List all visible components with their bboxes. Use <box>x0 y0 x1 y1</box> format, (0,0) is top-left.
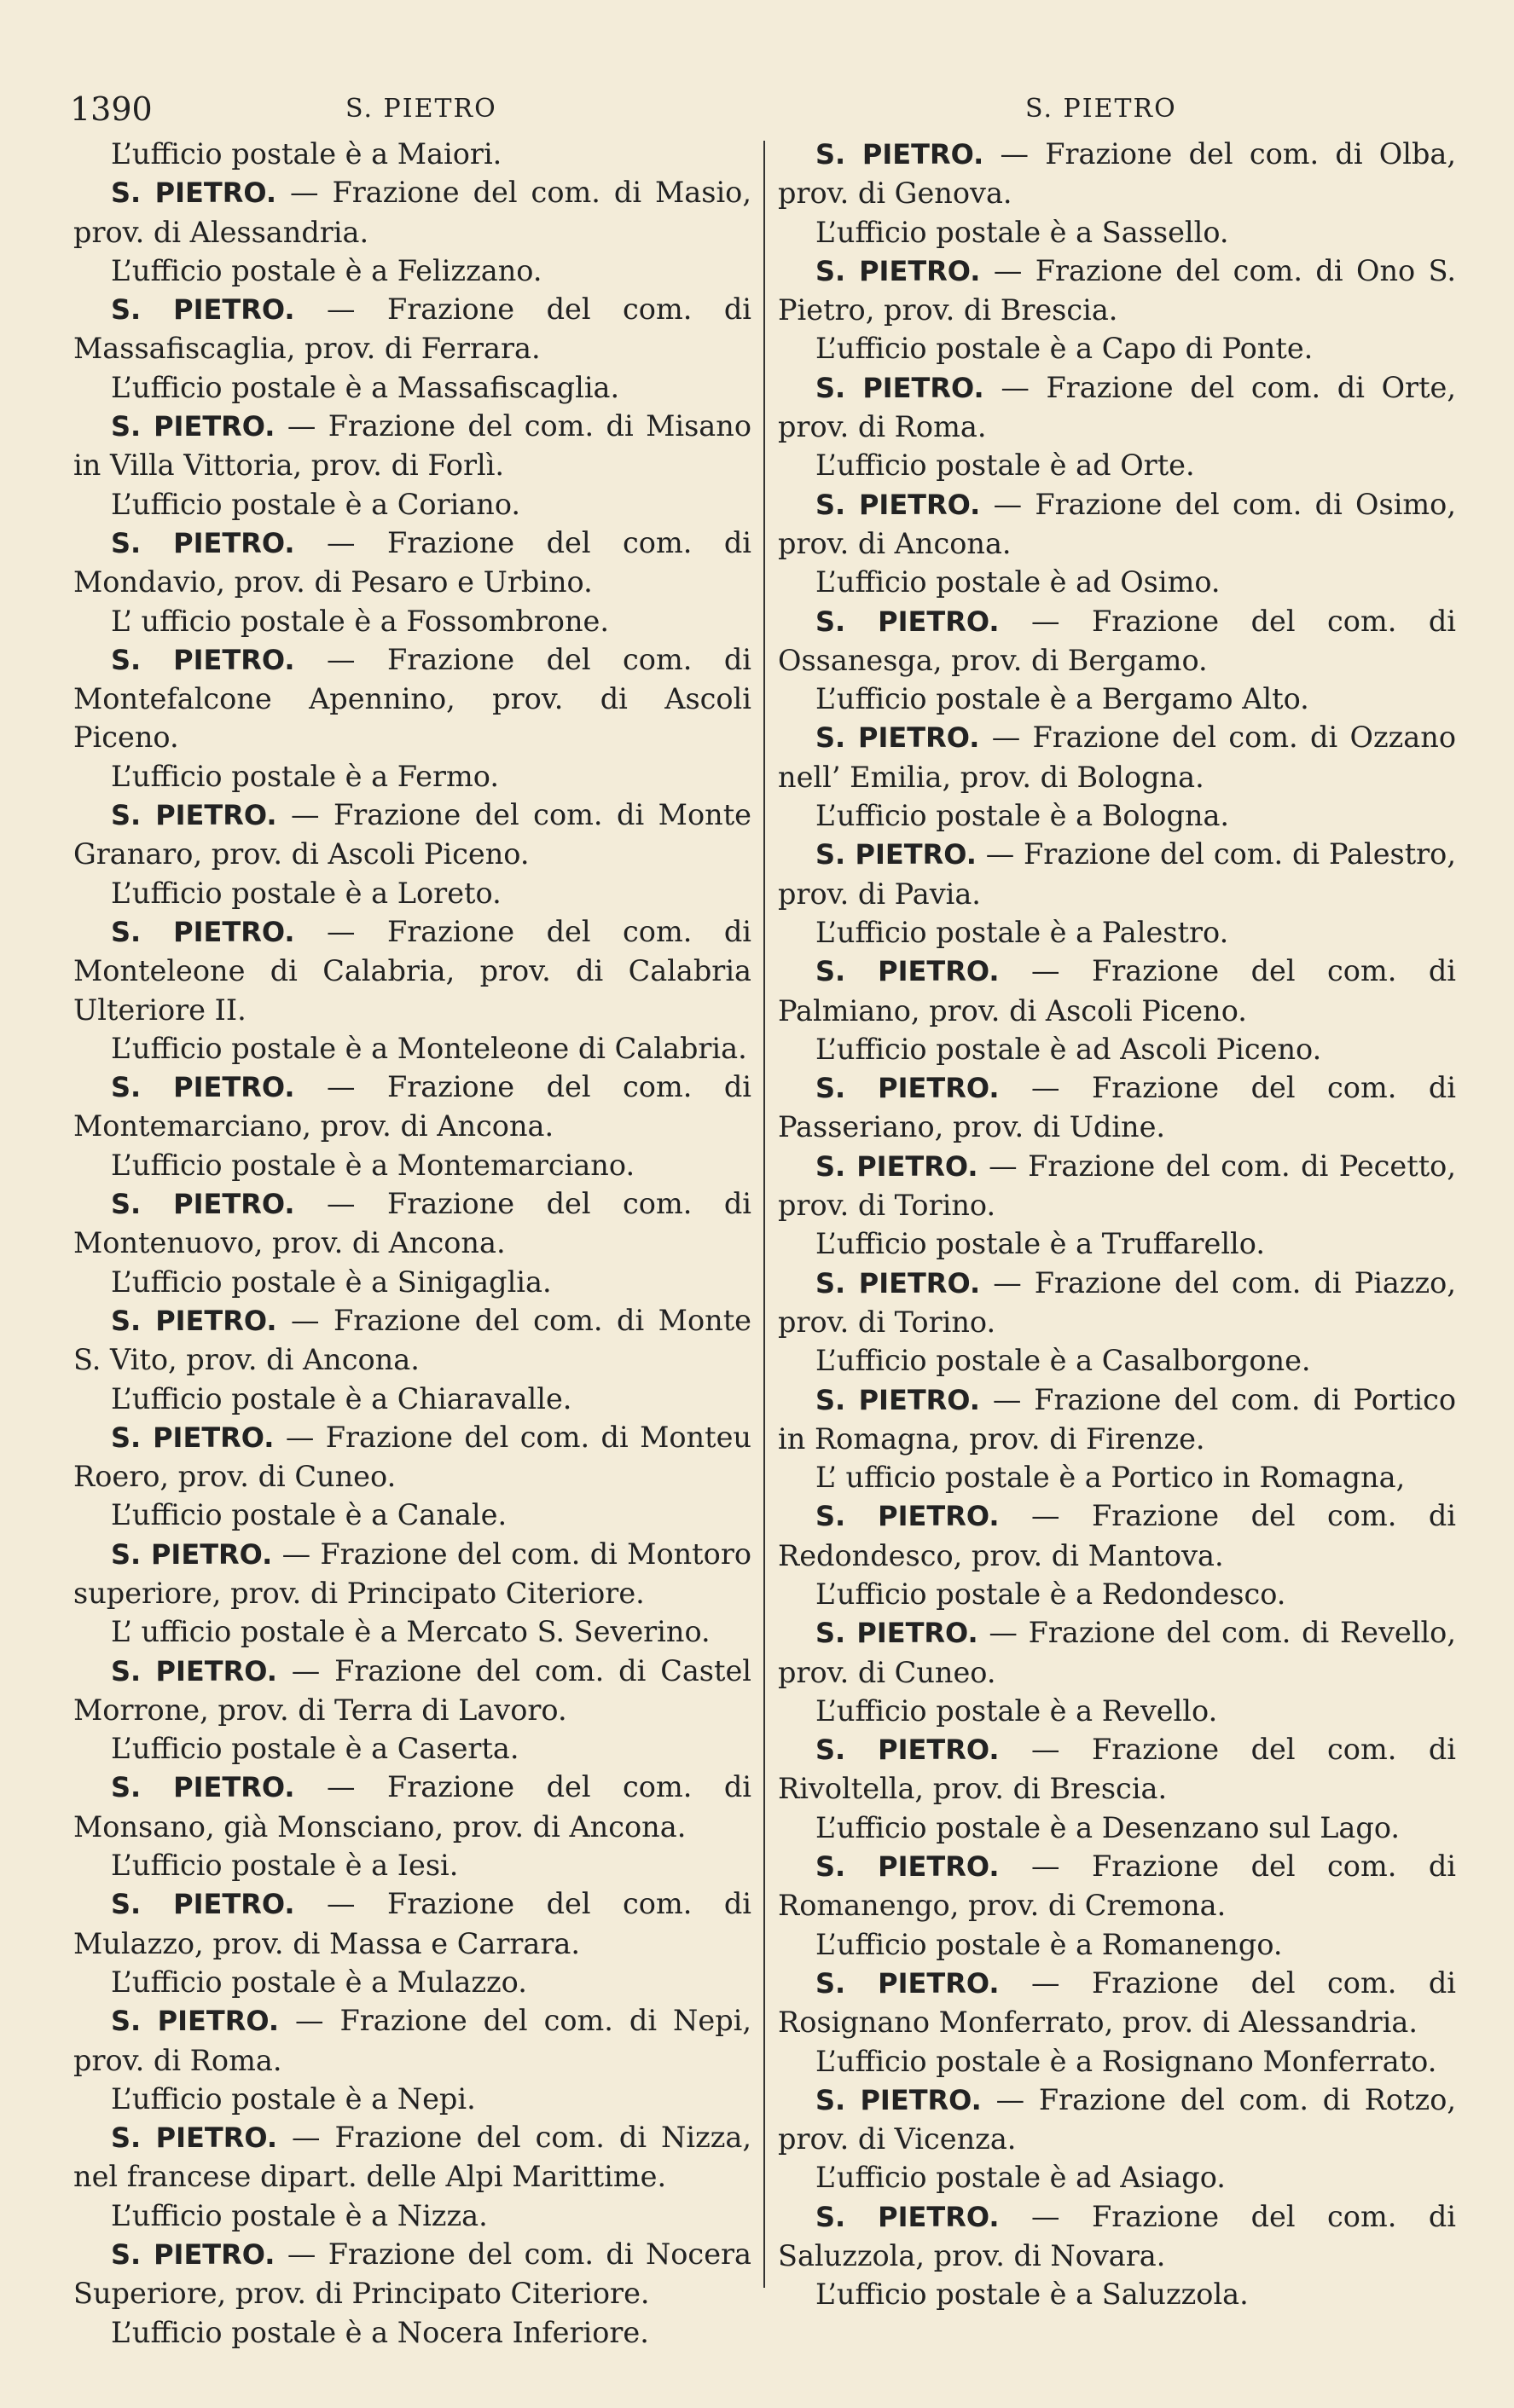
entry-post-office: L’ufficio postale è a Sassello. <box>815 215 1229 249</box>
entry-headword: S. PIETRO. <box>111 1071 295 1104</box>
entry-description: — Frazione del com. di Rotzo, prov. di Vicenza. <box>778 2082 1457 2156</box>
entry-description: — Frazione del com. di Ossanesga, prov. di Bergamo. <box>778 604 1457 677</box>
entry-headword: S. PIETRO. <box>111 1537 273 1571</box>
entry-post-office: L’ufficio postale è a Rosignano Monferrato. <box>815 2044 1437 2078</box>
entry-text <box>778 1496 1456 1575</box>
entry-post-office: L’ufficio postale è a Bologna. <box>815 799 1230 833</box>
entry-post-office: L’ufficio postale è a Coriano. <box>111 487 521 521</box>
entry-text <box>778 835 1456 913</box>
entry-text <box>73 640 751 757</box>
entry-headword: S. PIETRO. <box>111 2238 276 2272</box>
entry-post-office: L’ufficio postale è ad Osimo. <box>815 565 1221 599</box>
entry-text <box>73 912 751 1029</box>
entry-post-office: L’ufficio postale è a Sinigaglia. <box>111 1265 552 1299</box>
entry-description: — Frazione del com. di Palmiano, prov. di Ascoli Piceno. <box>778 954 1457 1027</box>
entry-description: — Frazione del com. di Nocera Superiore, prov. di Principato Citeriore. <box>73 2237 752 2311</box>
entry-description: — Frazione del com. di Ozzano nell’ Emilia, prov. di Bologna. <box>778 721 1457 794</box>
entry-post-office: L’ ufficio postale è a Mercato S. Severino. <box>111 1615 711 1649</box>
gazetteer-entry <box>73 524 751 640</box>
lead-line: L’ufficio postale è a Maiori. <box>111 137 502 171</box>
entry-headword: S. PIETRO. <box>111 1654 277 1687</box>
entry-description: — Frazione del com. di Passeriano, prov. di Udine. <box>778 1071 1457 1144</box>
entry-headword: S. PIETRO. <box>815 1617 978 1650</box>
entry-text <box>73 1535 751 1613</box>
gazetteer-entry <box>778 1147 1456 1264</box>
entry-text <box>73 2001 751 2080</box>
entry-description: — Frazione del com. di Monte S. Vito, prov. di Ancona. <box>73 1303 752 1377</box>
entry-post-office: L’ufficio postale è a Palestro. <box>815 915 1229 949</box>
running-head-left: S. PIETRO <box>345 94 497 124</box>
entry-post-office: L’ufficio postale è a Caserta. <box>111 1732 519 1766</box>
entry-headword: S. PIETRO. <box>815 721 980 755</box>
entry-description: — Frazione del com. di Portico in Romagna, prov. di Firenze. <box>778 1382 1456 1456</box>
entry-description: — Frazione del com. di Revello, prov. di Cuneo. <box>778 1616 1456 1689</box>
gazetteer-entry <box>778 1613 1456 1730</box>
gazetteer-entry <box>778 835 1456 952</box>
entry-post-office: L’ufficio postale è a Montemarciano. <box>111 1148 635 1182</box>
entry-headword: S. PIETRO. <box>815 1383 980 1416</box>
entry-description: — Frazione del com. di Mondavio, prov. di Pesaro e Urbino. <box>73 525 752 599</box>
gazetteer-entry <box>778 2081 1456 2197</box>
entry-text <box>778 1068 1456 1147</box>
entry-description: — Frazione del com. di Romanengo, prov. di Cremona. <box>778 1849 1457 1923</box>
gazetteer-entry <box>778 1964 1456 2081</box>
page-number: 1390 <box>70 90 153 128</box>
entry-description: — Frazione del com. di Montefalcone Apennino, prov. di Ascoli Piceno. <box>73 642 752 755</box>
entry-text <box>778 1264 1456 1342</box>
entry-headword: S. PIETRO. <box>815 138 984 171</box>
entry-headword: S. PIETRO. <box>815 488 981 521</box>
entry-text <box>73 524 751 602</box>
entry-headword: S. PIETRO. <box>111 526 295 559</box>
entry-text <box>778 485 1456 564</box>
entry-headword: S. PIETRO. <box>815 1500 1000 1533</box>
entry-headword: S. PIETRO. <box>111 1188 295 1221</box>
entry-description: — Frazione del com. di Monteleone di Calabria, prov. di Calabria Ulteriore II. <box>73 914 752 1027</box>
gazetteer-entry <box>778 1381 1456 1497</box>
entry-headword: S. PIETRO. <box>815 1149 978 1183</box>
entry-post-office: L’ufficio postale è a Truffarello. <box>815 1227 1265 1261</box>
entry-post-office: L’ufficio postale è a Desenzano sul Lago. <box>815 1810 1401 1844</box>
entry-headword: S. PIETRO. <box>111 1304 277 1337</box>
entry-description: — Frazione del com. di Pecetto, prov. di Torino. <box>778 1149 1456 1223</box>
entry-post-office: L’ufficio postale è a Nocera Inferiore. <box>111 2315 649 2349</box>
entry-post-office: L’ufficio postale è a Massafiscaglia. <box>111 370 620 404</box>
entry-post-office: L’ufficio postale è a Mulazzo. <box>111 1965 527 1999</box>
entry-post-office: L’ufficio postale è a Redondesco. <box>815 1577 1286 1611</box>
entry-headword: S. PIETRO. <box>111 1771 295 1804</box>
entry-text <box>73 796 751 874</box>
entry-headword: S. PIETRO. <box>815 371 984 404</box>
entry-description: — Frazione del com. di Montoro superiore, prov. di Principato Citeriore. <box>73 1537 751 1610</box>
entry-text <box>778 1381 1456 1459</box>
gazetteer-entry <box>73 2001 751 2118</box>
gazetteer-entry <box>73 407 751 524</box>
entry-post-office: L’ ufficio postale è a Fossombrone. <box>111 604 609 638</box>
entry-description: — Frazione del com. di Olba, prov. di Genova. <box>778 137 1457 211</box>
entry-post-office: L’ufficio postale è ad Orte. <box>815 449 1195 483</box>
entry-text <box>73 2235 751 2313</box>
entry-text <box>73 1068 751 1146</box>
entry-description: — Frazione del com. di Misano in Villa Vittoria, prov. di Forlì. <box>73 409 751 483</box>
gazetteer-entry <box>778 602 1456 719</box>
gazetteer-entry <box>73 1184 751 1301</box>
gazetteer-entry <box>73 2118 751 2235</box>
entry-text <box>73 1184 751 1263</box>
entry-post-office: L’ufficio postale è a Casalborgone. <box>815 1344 1311 1378</box>
entry-description: — Frazione del com. di Piazzo, prov. di Torino. <box>778 1265 1457 1339</box>
gazetteer-entry <box>778 1847 1456 1964</box>
gazetteer-entry <box>73 1418 751 1535</box>
entry-text <box>778 135 1456 213</box>
entry-text <box>73 1652 751 1730</box>
gazetteer-entry <box>778 252 1456 368</box>
entry-headword: S. PIETRO. <box>111 799 277 832</box>
entry-headword: S. PIETRO. <box>111 643 295 676</box>
entry-description: — Frazione del com. di Monteu Roero, prov. di Cuneo. <box>73 1420 751 1494</box>
entry-description: — Frazione del com. di Redondesco, prov. di Mantova. <box>778 1499 1457 1572</box>
entry-description: — Frazione del com. di Montemarciano, prov. di Ancona. <box>73 1070 752 1143</box>
entry-text <box>778 368 1456 447</box>
entry-headword: S. PIETRO. <box>815 1734 1000 1767</box>
entry-headword: S. PIETRO. <box>815 955 1000 988</box>
entry-headword: S. PIETRO. <box>111 293 295 327</box>
entry-post-office: L’ufficio postale è a Fermo. <box>111 759 500 793</box>
entry-post-office: L’ufficio postale è a Nizza. <box>111 2198 488 2232</box>
entry-text <box>778 2081 1456 2159</box>
entry-post-office: L’ufficio postale è a Monteleone di Calabria. <box>111 1031 747 1065</box>
entry-post-office: L’ufficio postale è ad Ascoli Piceno. <box>815 1032 1322 1066</box>
gazetteer-entry <box>778 1264 1456 1381</box>
entry-text <box>73 1301 751 1380</box>
entry-post-office: L’ ufficio postale è a Portico in Romagna, <box>815 1461 1406 1495</box>
gazetteer-entry <box>73 912 751 1068</box>
entry-text <box>778 1847 1456 1925</box>
entry-post-office: L’ufficio postale è a Bergamo Alto. <box>815 682 1309 716</box>
entry-text <box>73 1418 751 1496</box>
gazetteer-entry <box>73 1068 751 1184</box>
entry-post-office: L’ufficio postale è a Iesi. <box>111 1849 459 1883</box>
entry-text <box>73 173 751 252</box>
entry-headword: S. PIETRO. <box>111 1421 275 1454</box>
gazetteer-entry <box>73 1535 751 1652</box>
entry-headword: S. PIETRO. <box>815 1850 1000 1884</box>
entry-description: — Frazione del com. di Monte Granaro, prov. di Ascoli Piceno. <box>73 798 752 871</box>
entry-post-office: L’ufficio postale è a Romanengo. <box>815 1927 1283 1961</box>
gazetteer-entry <box>778 952 1456 1068</box>
entry-headword: S. PIETRO. <box>111 2121 278 2155</box>
gazetteer-entry <box>73 1301 751 1418</box>
gazetteer-entry <box>778 1496 1456 1613</box>
entry-post-office: L’ufficio postale è a Saluzzola. <box>815 2278 1249 2312</box>
entry-description: — Frazione del com. di Mulazzo, prov. di Massa e Carrara. <box>73 1887 752 1960</box>
entry-post-office: L’ufficio postale è a Revello. <box>815 1693 1218 1728</box>
entry-headword: S. PIETRO. <box>815 1072 1000 1105</box>
entry-headword: S. PIETRO. <box>815 254 981 287</box>
gazetteer-entry <box>73 290 751 407</box>
gazetteer-entry <box>778 1730 1456 1847</box>
entry-text <box>73 1768 751 1846</box>
entry-description: — Frazione del com. di Nepi, prov. di Roma. <box>73 2004 752 2077</box>
entry-text <box>778 602 1456 680</box>
entry-text <box>778 718 1456 796</box>
entry-description: — Frazione del com. di Monsano, già Monsciano, prov. di Ancona. <box>73 1770 752 1844</box>
entry-text <box>778 252 1456 330</box>
right-column <box>778 135 1456 2314</box>
entry-text <box>778 2197 1456 2276</box>
entry-description: — Frazione del com. di Rivoltella, prov. di Brescia. <box>778 1733 1457 1806</box>
gazetteer-entry <box>778 718 1456 835</box>
entry-description: — Frazione del com. di Ono S. Pietro, prov. di Brescia. <box>778 253 1456 327</box>
entry-headword: S. PIETRO. <box>111 2005 280 2038</box>
left-column <box>73 135 751 2352</box>
entry-description: — Frazione del com. di Rosignano Monferrato, prov. di Alessandria. <box>778 1965 1457 2040</box>
gazetteer-entry <box>778 1068 1456 1147</box>
entry-text <box>778 952 1456 1030</box>
entry-post-office: L’ufficio postale è a Canale. <box>111 1498 508 1532</box>
entry-description: — Frazione del com. di Saluzzola, prov. di Novara. <box>778 2199 1457 2273</box>
entry-headword: S. PIETRO. <box>111 177 277 210</box>
entry-text <box>778 1613 1456 1692</box>
entry-headword: S. PIETRO. <box>815 605 1000 638</box>
entry-headword: S. PIETRO. <box>815 1266 981 1300</box>
entry-description: — Frazione del com. di Osimo, prov. di Ancona. <box>778 487 1456 560</box>
entry-text <box>73 290 751 368</box>
entry-description: — Frazione del com. di Nizza, nel francese dipart. delle Alpi Marittime. <box>73 2121 752 2194</box>
gazetteer-entry <box>73 796 751 912</box>
entry-headword: S. PIETRO. <box>815 2083 982 2116</box>
entry-description: — Frazione del com. di Orte, prov. di Roma. <box>778 370 1457 444</box>
entry-description: — Frazione del com. di Montenuovo, prov. di Ancona. <box>73 1187 752 1260</box>
entry-text <box>73 1884 751 1963</box>
entry-headword: S. PIETRO. <box>111 1888 295 1921</box>
gazetteer-entry <box>778 485 1456 602</box>
entry-post-office: L’ufficio postale è ad Asiago. <box>815 2161 1226 2195</box>
entry-text <box>73 2118 751 2197</box>
gazetteer-entry <box>73 2235 751 2352</box>
gazetteer-entry <box>73 1884 751 2001</box>
entry-text <box>73 407 751 485</box>
entry-description: — Frazione del com. di Castel Morrone, prov. di Terra di Lavoro. <box>73 1653 751 1727</box>
entry-post-office: L’ufficio postale è a Nepi. <box>111 2081 476 2116</box>
entry-headword: S. PIETRO. <box>815 1966 1000 2000</box>
running-head-right: S. PIETRO <box>1025 94 1177 124</box>
gazetteer-entry <box>73 1768 751 1884</box>
gazetteer-entry <box>73 173 751 290</box>
entry-text <box>778 1730 1456 1809</box>
entry-headword: S. PIETRO. <box>815 2200 1000 2233</box>
gazetteer-entry <box>778 135 1456 252</box>
entry-post-office: L’ufficio postale è a Capo di Ponte. <box>815 332 1314 366</box>
column-divider <box>763 141 765 2288</box>
entry-headword: S. PIETRO. <box>111 410 276 443</box>
gazetteer-entry <box>73 640 751 796</box>
entry-description: — Frazione del com. di Massafiscaglia, prov. di Ferrara. <box>73 292 752 366</box>
entry-headword: S. PIETRO. <box>111 915 295 948</box>
entry-post-office: L’ufficio postale è a Felizzano. <box>111 253 542 287</box>
entry-post-office: L’ufficio postale è a Chiaravalle. <box>111 1381 572 1415</box>
entry-description: — Frazione del com. di Masio, prov. di Alessandria. <box>73 176 751 249</box>
entry-post-office: L’ufficio postale è a Loreto. <box>111 876 502 910</box>
entry-description: — Frazione del com. di Palestro, prov. di Pavia. <box>778 837 1457 911</box>
gazetteer-entry <box>778 368 1456 485</box>
entry-headword: S. PIETRO. <box>815 838 977 871</box>
gazetteer-entry <box>73 1652 751 1768</box>
entry-text <box>778 1964 1456 2042</box>
gazetteer-entry <box>778 2197 1456 2314</box>
entry-text <box>778 1147 1456 1225</box>
